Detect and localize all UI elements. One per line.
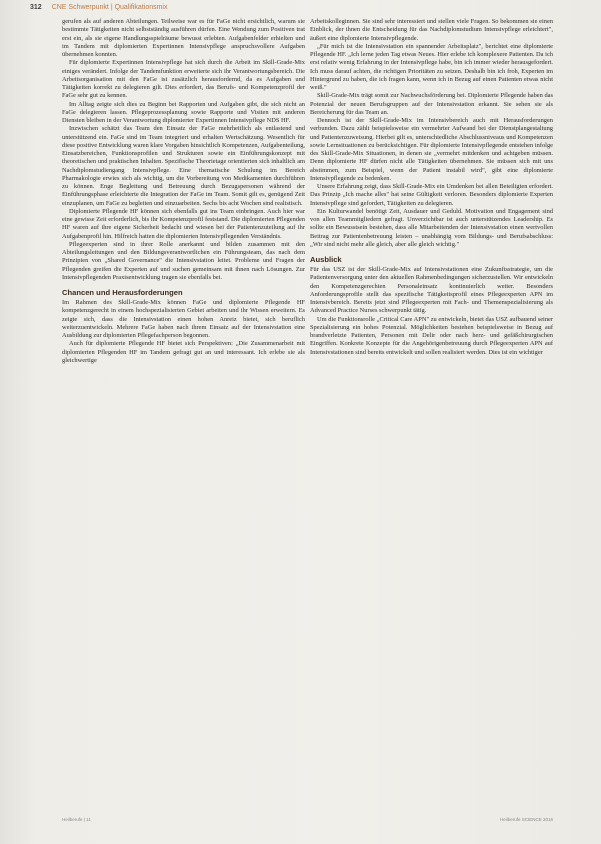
paragraph: Um die Funktionsrolle „Critical Care APN" zu entwickeln, bietet das USZ aufbauend seiner Spezialisierung ein hohes Potenzial. Möglichkeiten bestehen beispielsweise in Bezug auf brandverletzte Patienten, Personen mit Delir oder nach herz- und gefäßchirurgischen Eingriffen. Konkrete Konzepte für die Angehörigenbetreuung durch Pflegeexperten APN auf Intensivstationen sind bereits entwickelt und sollen realisiert werden. Dies ist ein wichtiger xyxy=(310,315,553,356)
section-heading: Chancen und Herausforderungen xyxy=(62,288,183,297)
paragraph: „Für mich ist die Intensivstation ein spannender Arbeitsplatz", berichtet eine diplomierte Pflegende HF. „Ich lerne jeden Tag etwas Neues. Hier erlebe ich komplexere Patienten. Da ich erst relativ wenig Erfahrung in der Intensivpflege habe, bin ich immer wieder herausgefordert. Ich muss darauf achten, die richtigen Prioritäten zu setzen. Deshalb bin ich froh, Experten im Hintergrund zu haben, die ich fragen kann, wenn ich in Bezug auf einen Patienten etwas nicht weiß." xyxy=(310,42,553,91)
paragraph: Pflegeexperten sind in ihrer Rolle anerkannt und bilden zusammen mit den Abteilungsleitungen und den Bildungsverantwortlichen ein Führungsteam, das nach dem Prinzipien von „Shared Governance" die Intensivstation leitet. Probleme und Fragen der Pflegenden greifen die Experten auf und suchen gemeinsam mit ihnen nach Lösungen. Zur Intensivpflegenden Praxisentwicklung tragen sie ebenfalls bei. xyxy=(62,240,305,281)
left-column xyxy=(62,18,305,365)
paragraph: Arbeitskolleginnen. Sie sind sehr interessiert und stellen viele Fragen. So bekommen sie einen Einblick, der ihnen die Entscheidung für das Nachdiplomstudium Intensivpflege erleichtert", äußert eine diplomierte Intensivpflegende. xyxy=(310,18,553,42)
footer-right: Heilberufe SCIENCE 2016 xyxy=(499,817,553,822)
paragraph: Im Alltag zeigte sich dies zu Beginn bei Rapporten und Aufgaben gibt, die sich nicht an FaGe delegieren lassen. Pflegeprozessplanung sowie Rapporte und Visiten mit anderen Diensten bleiben in der Verantwortung diplomierter Expertinnen Intensivpflege NDS HF. xyxy=(62,100,305,124)
paragraph: Im Rahmen des Skill-Grade-Mix können FaGe und diplomierte Pflegende HF kompetenzgerecht in einem hochspezialisierten Gebiet arbeiten und ihr Wissen erweitern. Es zeigte sich, dass die Intensivstation einen hohen Anreiz bietet, sich beruflich weiterzuentwickeln. Mehrere FaGe haben nach ihrem Einsatz auf der Intensivstation eine Ausbildung zur diplomierten Pflegefachperson begonnen. xyxy=(62,299,305,339)
paragraph: Diplomierte Pflegende HF können sich ebenfalls gut ins Team einbringen. Auch hier war eine gewisse Zeit erforderlich, bis ihr Kompetenzprofil feststand. Die diplomierten Pflegenden HF waren auf ihre eigene Sicherheit bedacht und wiesen bei der Patientenzuteilung auf ihr Aufgabenprofil hin. Hilfreich hatten die diplomierten Intensivpflegenden Verständnis. xyxy=(62,207,305,240)
paragraph: gerufen als auf anderen Abteilungen. Teilweise war es für FaGe nicht ersichtlich, warum sie bestimmte Tätigkeiten nicht selbstständig ausführen dürfen. Eine Wendung zum Positiven trat erst ein, als sie eigene Handlungsspielräume bewusst erlebten. Aufgabenfelder erhielten und im Tandem mit diplomierten Expertinnen Intensivpflege anspruchsvollere Aufgaben übernehmen konnten. xyxy=(62,18,305,58)
page-number: 312 xyxy=(30,4,42,11)
running-head xyxy=(30,4,168,11)
section-heading: Ausblick xyxy=(310,255,342,264)
paragraph: Ein Kulturwandel benötigt Zeit, Ausdauer und Geduld. Motivation und Engagement sind von allen Teammitgliedern gefragt. Unverzichtbar ist auch unterstützendes Leadership. Es sollte ein Bewusstsein bestehen, dass alle Mitarbeitenden der Intensivstation einen wertvollen Beitrag zur Patientenbetreuung leisten – unabhängig vom Bildungs- und Berufsabschluss: „Wir sind nicht mehr alle gleich, aber alle gleich wichtig." xyxy=(310,207,553,248)
paragraph: Für das USZ ist der Skill-Grade-Mix auf Intensivstationen eine Zukunftsstrategie, um die Patientenversorgung unter den aktuellen Rahmenbedingungen sicherzustellen. Wir entwickeln den Kompetenzgerechten Personaleinsatz kontinuierlich weiter. Besonders Anforderungsprofile stellt das spezifische Tätigkeitsprofil eines Pflegeexperten APN im Intensivbereich. Bereits jetzt sind Pflegeexperten mit Fach- und Themenspezialisierung als Advanced Practice Nurses schwerpunkt tätig. xyxy=(310,266,553,315)
paragraph: Unsere Erfahrung zeigt, dass Skill-Grade-Mix ein Umdenken bei allen Beteiligten erfordert. Das Prinzip „Ich mache alles" hat seine Gültigkeit verloren. Besonders diplomierte Experten Intensivpflege sind gefordert, Tätigkeiten zu delegieren. xyxy=(310,183,553,207)
section-title: CNE Schwerpunkt | Qualifikationsmix xyxy=(51,4,168,11)
paragraph: Für diplomierte Expertinnen Intensivpflege hat sich durch die Arbeit im Skill-Grade-Mix einiges verändert. Infolge der Tandemfunktion erweiterte sich ihr Verantwortungsbereich. Die Arbeitsorganisation mit den FaGe ist zusätzlich herausfordernd, da es Aufgaben und Tätigkeiten korrekt zu delegieren gilt. Dies erfordert, das Berufs- und Kompetenzprofil der FaGe sehr gut zu kennen. xyxy=(62,59,305,100)
footer-left: Heilberufe | 11 xyxy=(62,817,91,822)
paragraph: Skill-Grade-Mix trägt somit zur Nachwuchsförderung bei. Diplomierte Pflegende haben das Potenzial der neuen Berufsgruppen auf der Intensivstation erkannt. Sie sehen sie als Bereicherung für das Team an. xyxy=(310,92,553,116)
paragraph: Dennoch ist der Skill-Grade-Mix im Intensivbereich auch mit Herausforderungen verbunden. Dazu zählt beispielsweise ein vermehrter Aufwand bei der Dienstplangestaltung und Patientenzuweisung. Hierbei gilt es, unterschiedliche Abschlussniveaus und Kompetenzen sowie Lernsituationen zu berücksichtigen. Für diplomierte Intensivpflegende entstehen infolge des Skill-Grade-Mix Situationen, in denen sie „vermehrt mitdenken und achtgeben müssen. Denn diplomierte HF dürfen nicht alle Tätigkeiten übernehmen. Sie müssen sich mit uns abstimmen, zum Beispiel, wenn der Patient instabil wird", gibt eine diplomierte Intensivpflegende zu bedenken. xyxy=(310,117,553,182)
paragraph: Auch für diplomierte Pflegende HF bietet sich Perspektiven: „Die Zusammenarbeit mit diplomierten Pflegenden HF im Tandem gefragt gut an und interessant. Ich erlebe sie als gleichwertige xyxy=(62,340,305,364)
paragraph: Inzwischen schätzt das Team den Einsatz der FaGe mehrheitlich als entlastend und unterstützend ein. FaGe sind im Team integriert und erhalten Wertschätzung. Wesentlich für diese positive Entwicklung waren klare Vorgaben hinsichtlich Kompetenzen, Aufgabenteilung, Einsatzbereichen, Funktionsprofilen und Strukturen sowie ein Einführungskonzept mit theoretischen und praktischen Inhalten. Spezifische Theorietage orientierten sich inhaltlich am Nachdiplomstudiengang Intensivpflege. Eine thematische Schulung im Bereich Pharmakologie erwies sich als wichtig, um die Vorbereitung von Medikamenten durchführen zu können. Enge Begleitung und Betreuung durch Bezugspersonen während der Einführungsphase erleichterte die Integration der FaGe im Team. Somit gilt es, genügend Zeit einzuplanen, um FaGe zu begleiten und einzuarbeiten. Sechs bis acht Wochen sind realistisch. xyxy=(62,125,305,207)
right-column xyxy=(310,18,553,357)
